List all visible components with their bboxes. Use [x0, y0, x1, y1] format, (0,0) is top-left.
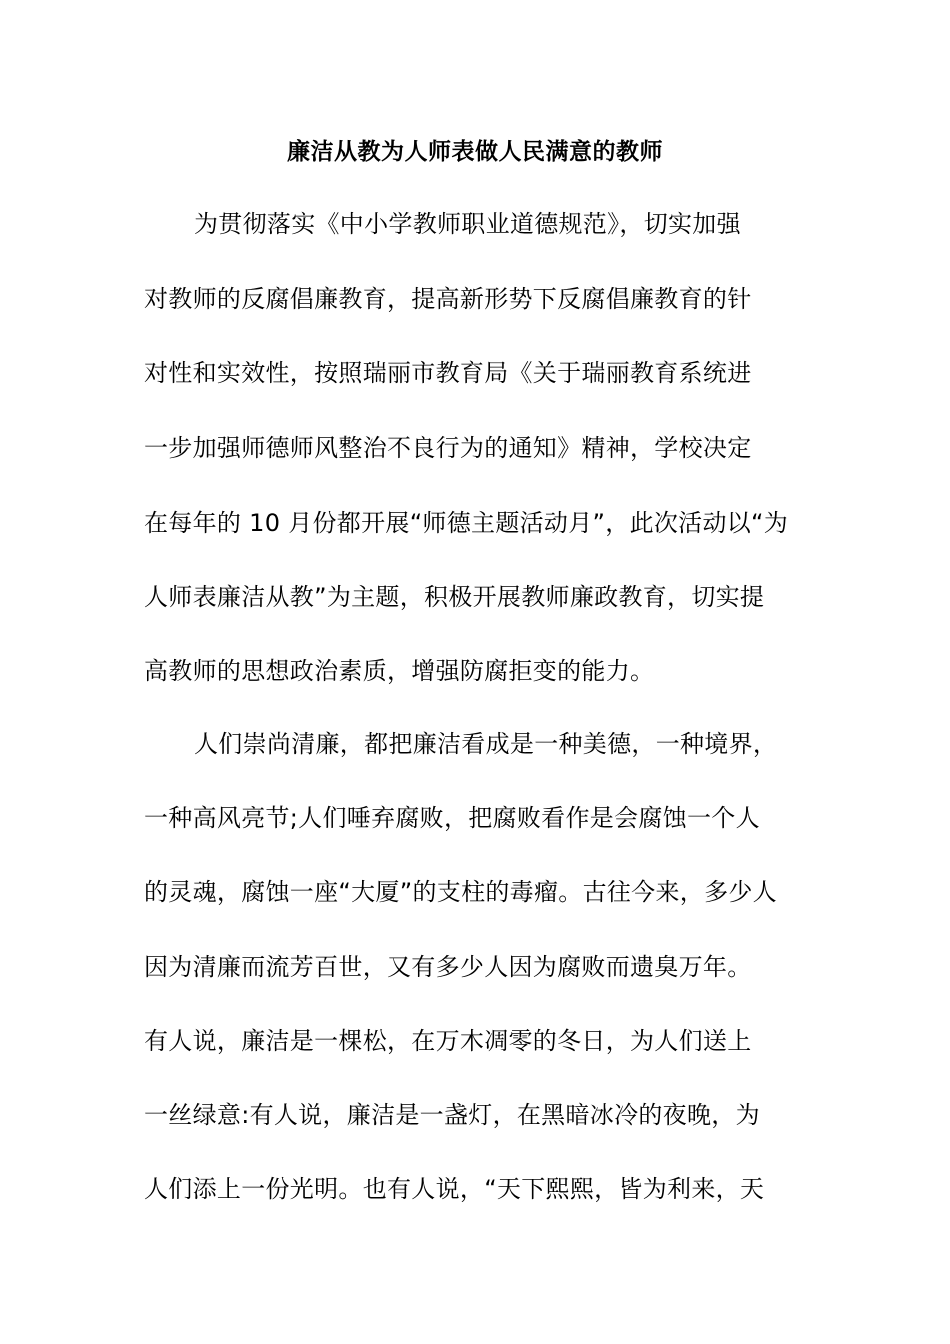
paragraph-1-line-4: 一步加强师德师风整治不良行为的通知》精神，学校决定 — [144, 434, 752, 462]
paragraph-2-line-2: 一种高风亮节;人们唾弃腐败，把腐败看作是会腐蚀一个人 — [144, 804, 760, 832]
paragraph-1-line-6: 人师表廉洁从教”为主题，积极开展教师廉政教育，切实提 — [144, 583, 765, 611]
paragraph-2-line-6: 一丝绿意:有人说，廉洁是一盏灯，在黑暗冰冷的夜晚，为 — [144, 1101, 760, 1129]
paragraph-2-line-5: 有人说，廉洁是一棵松，在万木凋零的冬日，为人们送上 — [144, 1027, 752, 1055]
paragraph-2-line-1: 人们崇尚清廉，都把廉洁看成是一种美德，一种境界， — [194, 730, 778, 758]
paragraph-1-line-3: 对性和实效性，按照瑞丽市教育局《关于瑞丽教育系统进 — [144, 359, 752, 387]
paragraph-2-line-3: 的灵魂，腐蚀一座“大厦”的支柱的毒瘤。古往今来，多少人 — [144, 878, 777, 906]
paragraph-1-line-2: 对教师的反腐倡廉教育，提高新形势下反腐倡廉教育的针 — [144, 285, 752, 313]
paragraph-1-line-1: 为贯彻落实《中小学教师职业道德规范》，切实加强 — [194, 210, 741, 238]
paragraph-2-line-7: 人们添上一份光明。也有人说，“天下熙熙，皆为利来，天 — [144, 1175, 765, 1203]
paragraph-1-line-7: 高教师的思想政治素质，增强防腐拒变的能力。 — [144, 657, 655, 685]
paragraph-1-line-5: 在每年的 10 月份都开展“师德主题活动月”，此次活动以“为 — [144, 509, 789, 537]
paragraph-2-line-4: 因为清廉而流芳百世，又有多少人因为腐败而遗臭万年。 — [144, 953, 752, 981]
document-title: 廉洁从教为人师表做人民满意的教师 — [287, 139, 663, 165]
